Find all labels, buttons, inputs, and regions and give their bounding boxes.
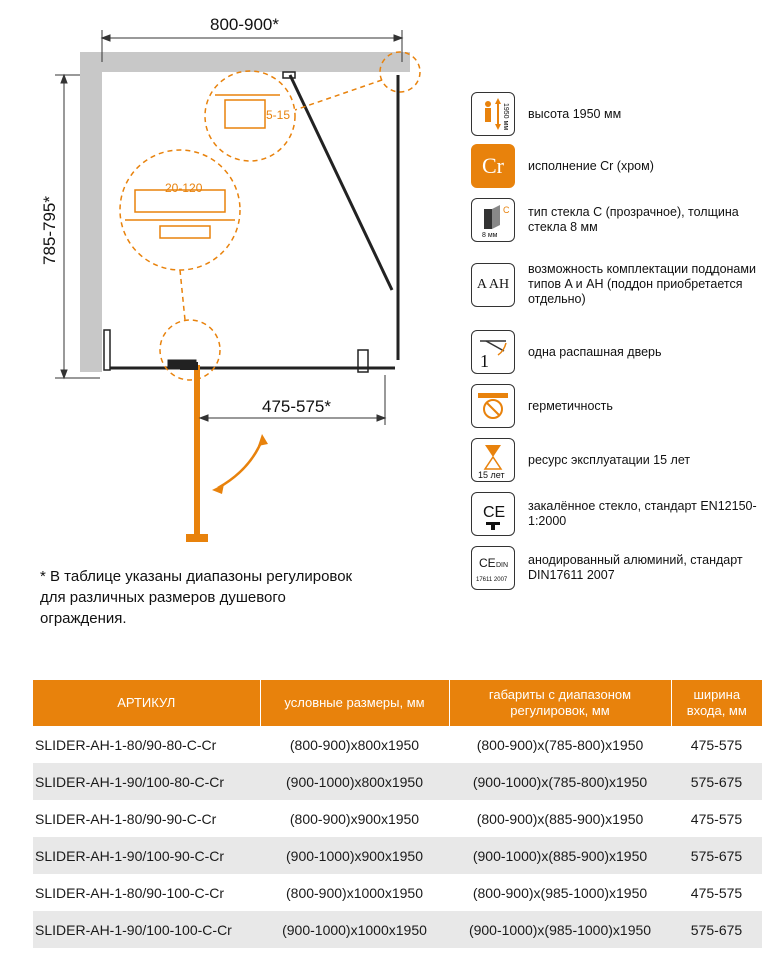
detail-callouts	[120, 52, 420, 380]
table-row	[33, 763, 762, 800]
din-icon	[471, 546, 515, 590]
wall-top	[80, 52, 410, 72]
header-size: условные размеры, мм	[260, 680, 449, 726]
header-entry-width: ширина входа, мм	[671, 680, 762, 726]
cell-dimensions: (800-900)x(785-800)x1950	[476, 736, 644, 753]
table-row	[33, 837, 762, 874]
feature-lifetime	[471, 438, 690, 482]
dimension-top-label: 800-900*	[210, 15, 280, 34]
shower-panels	[104, 72, 398, 372]
feature-aluminium	[471, 546, 771, 590]
plan-drawing	[0, 0, 460, 560]
detail-mid-label: 20-120	[165, 181, 203, 195]
height-icon-badge: 1950 мм	[502, 103, 509, 131]
cell-dimensions: (900-1000)x(885-900)x1950	[449, 837, 671, 874]
cell-size: (800-900)x1000x1950	[286, 884, 423, 901]
svg-text:CE: CE	[479, 556, 496, 570]
cell-entry-width: 475-575	[690, 810, 743, 827]
svg-text:C: C	[503, 205, 510, 215]
table-header	[33, 680, 762, 726]
tray-icon-badge: A AH	[476, 277, 510, 292]
feature-glass	[471, 198, 771, 242]
spec-table	[33, 680, 762, 948]
cell-dimensions: (800-900)x(885-900)x1950	[476, 810, 644, 827]
table-row	[33, 726, 762, 763]
feature-aluminium-text: анодированный алюминий, стандарт DIN17611 2007	[528, 553, 743, 582]
cell-dimensions: (900-1000)x(985-1000)x1950	[449, 911, 671, 948]
cell-size: (800-900)x800x1950	[289, 736, 420, 753]
header-article: АРТИКУЛ	[33, 680, 260, 726]
svg-text:DIN: DIN	[496, 562, 509, 569]
cell-entry-width: 575-675	[671, 837, 762, 874]
cell-size: (900-1000)x1000x1950	[260, 911, 449, 948]
cell-size: (800-900)x900x1950	[289, 810, 420, 827]
cell-article: SLIDER-AH-1-90/100-100-C-Cr	[33, 911, 260, 948]
cell-entry-width: 575-675	[671, 763, 762, 800]
cell-dimensions: (900-1000)x(785-800)x1950	[449, 763, 671, 800]
cell-entry-width: 575-675	[671, 911, 762, 948]
cell-size: (900-1000)x900x1950	[260, 837, 449, 874]
adjustment-note: * В таблице указаны диапазоны регулировок для различных размеров душевого ограждения.	[40, 568, 353, 627]
feature-height	[471, 92, 621, 136]
feature-lifetime-text: ресурс эксплуатации 15 лет	[528, 452, 691, 467]
table-row	[33, 911, 762, 948]
hourglass-icon	[471, 438, 515, 482]
cell-article: SLIDER-AH-1-90/100-80-C-Cr	[33, 763, 260, 800]
hourglass-icon-badge: 15 лет	[478, 470, 505, 479]
cell-entry-width: 475-575	[690, 736, 743, 753]
cell-article: SLIDER-AH-1-80/90-100-C-Cr	[35, 884, 225, 901]
table-row	[33, 800, 762, 837]
cell-entry-width: 475-575	[690, 884, 743, 901]
table-row	[33, 874, 762, 911]
wall-left	[80, 52, 102, 372]
seal-icon	[471, 384, 515, 428]
din-icon-badge: 17611 2007	[476, 577, 508, 583]
cell-article: SLIDER-AH-1-80/90-80-C-Cr	[35, 736, 217, 753]
glass-icon-badge: 8 мм	[482, 232, 498, 239]
cell-article: SLIDER-AH-1-80/90-90-C-Cr	[35, 810, 217, 827]
height-icon	[471, 92, 515, 136]
chrome-icon-badge: Cr	[482, 153, 504, 178]
glass-icon	[471, 198, 515, 242]
swing-arrow	[218, 440, 262, 488]
feature-door	[471, 330, 662, 374]
dimension-door-label: 475-575*	[262, 397, 332, 416]
feature-tray	[471, 262, 771, 307]
cell-size: (900-1000)x800x1950	[260, 763, 449, 800]
feature-seal	[471, 384, 613, 428]
feature-tray-text: возможность комплектации поддонами типов A и AH (поддон приобретается отдельно)	[528, 262, 756, 306]
detail-drawings	[125, 95, 280, 238]
door-icon-badge: 1	[480, 351, 489, 371]
dimension-left-label: 785-795*	[40, 195, 59, 265]
feature-height-text: высота 1950 мм	[528, 106, 622, 121]
feature-tempered-text: закалённое стекло, стандарт EN12150-1:2000	[528, 499, 757, 528]
ce-icon	[471, 492, 515, 536]
tray-icon	[471, 263, 515, 307]
cell-dimensions: (800-900)x(985-1000)x1950	[472, 884, 648, 901]
detail-top-label: 5-15	[266, 108, 291, 122]
feature-door-text: одна распашная дверь	[528, 344, 662, 359]
door-icon	[471, 330, 515, 374]
feature-glass-text: тип стекла C (прозрачное), толщина стекла 8 мм	[528, 205, 739, 234]
cell-article: SLIDER-AH-1-90/100-90-C-Cr	[33, 837, 260, 874]
feature-seal-text: герметичность	[528, 398, 613, 413]
feature-chrome-text: исполнение Cr (хром)	[528, 158, 654, 173]
chrome-icon	[471, 144, 515, 188]
feature-tempered	[471, 492, 771, 536]
header-dimensions: габариты с диапазоном регулировок, мм	[449, 680, 671, 726]
open-door	[180, 362, 208, 542]
feature-chrome	[471, 144, 654, 188]
ce-icon-badge: CE	[483, 504, 506, 521]
